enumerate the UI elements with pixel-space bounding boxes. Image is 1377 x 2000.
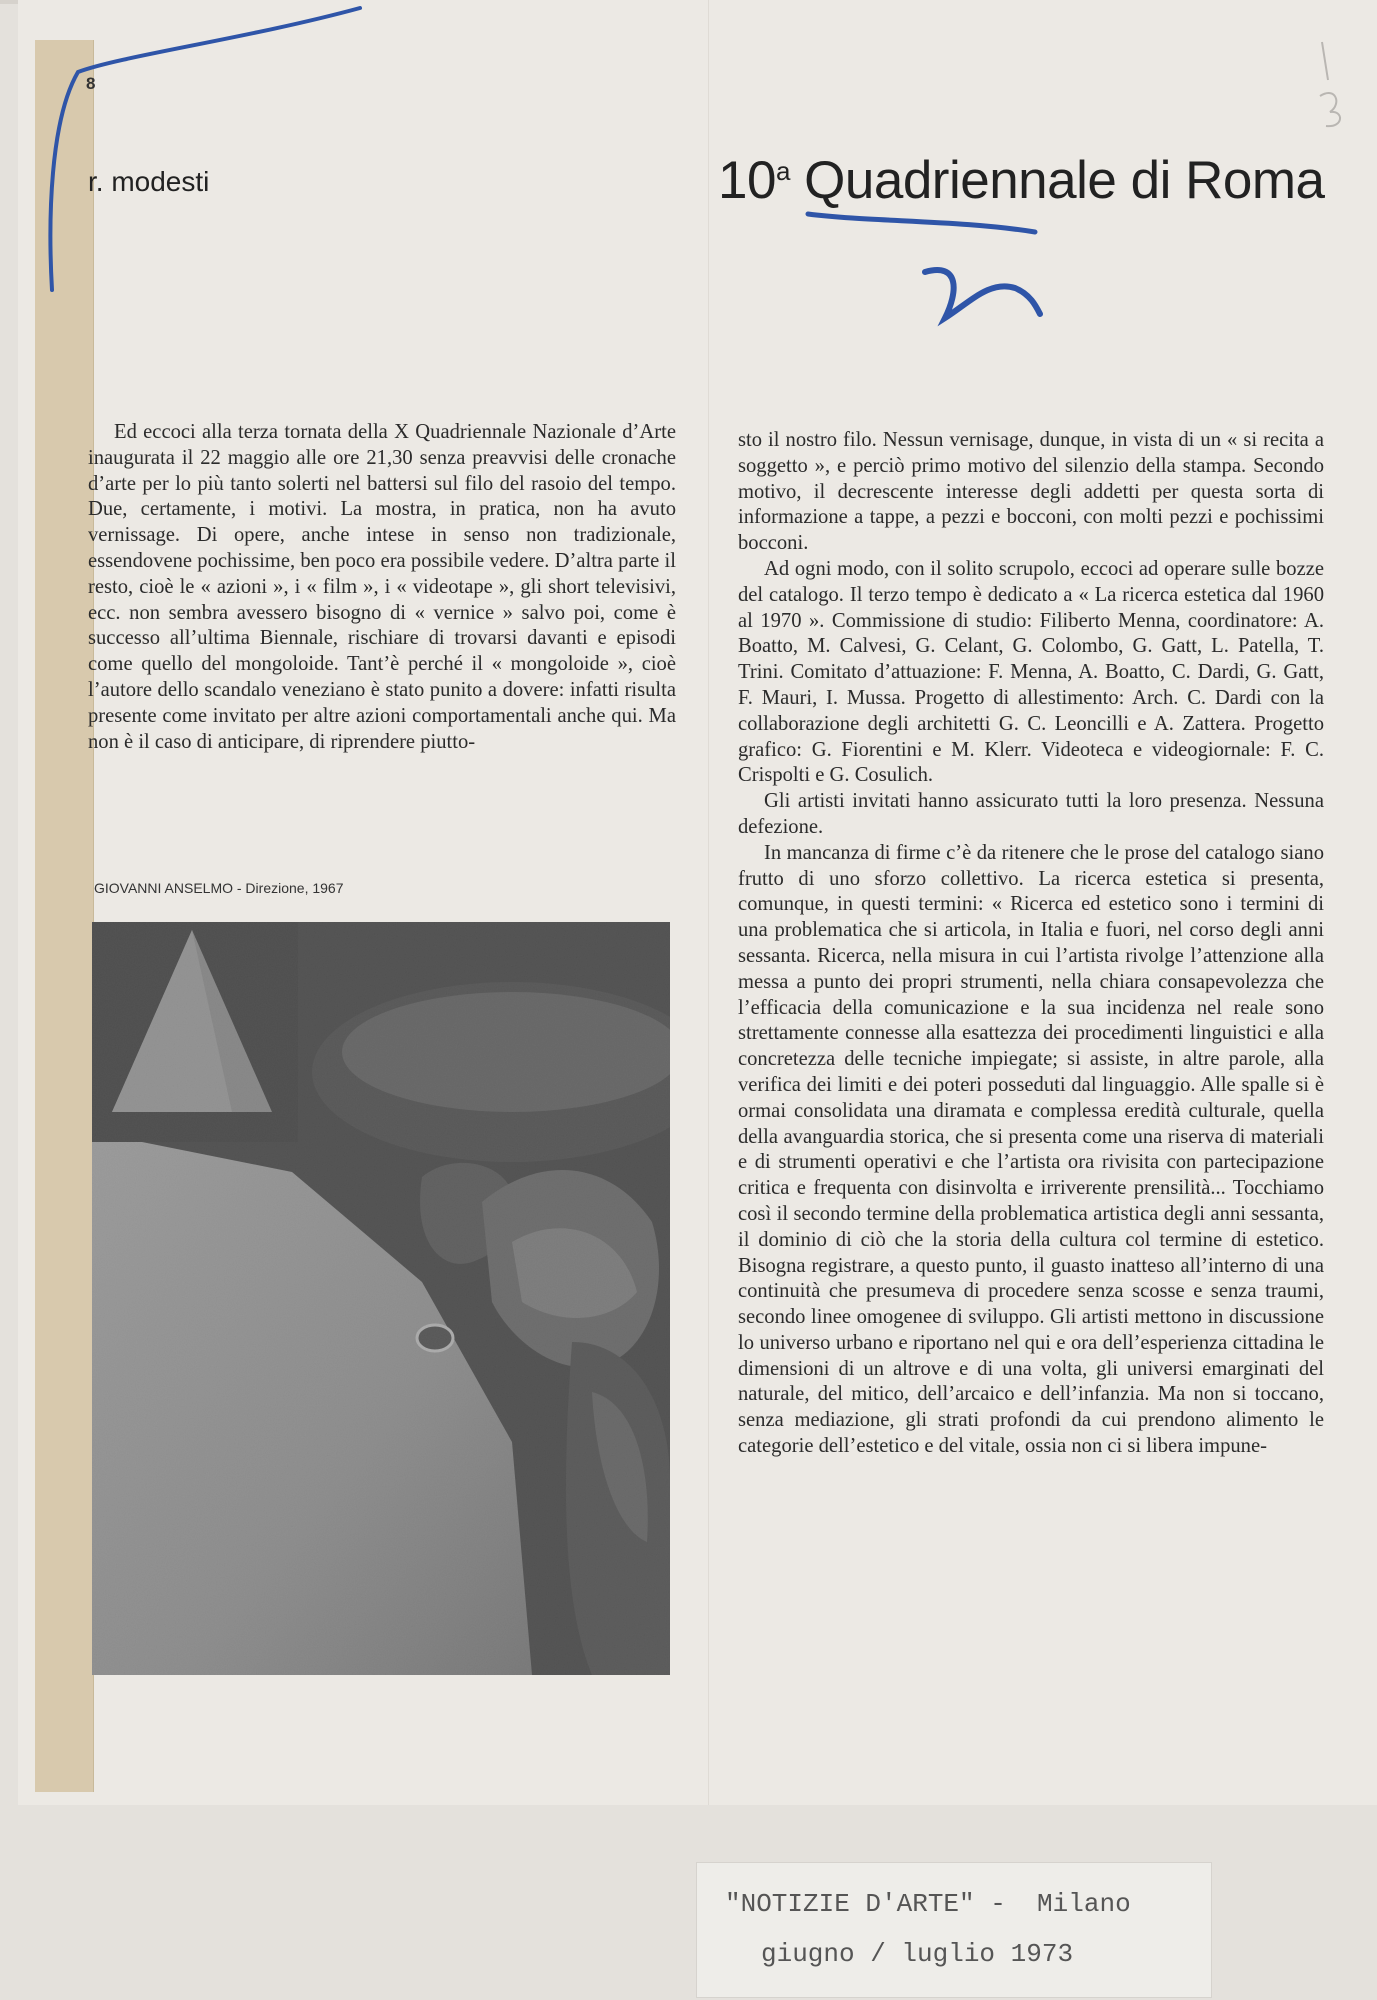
source-label <box>696 1862 1212 1998</box>
title-number: 10 <box>718 151 776 210</box>
artwork-photo <box>92 922 670 1675</box>
paragraph: sto il nostro filo. Nessun vernisage, dunque, in vista di un « si recita a soggetto », e perciò primo motivo del silenzio della stampa. Secondo motivo, il decrescente interesse degli addetti per questa sorta di informazione a tappe, a pezzi e bocconi, con molti pezzi e pochissimi bocconi. <box>738 429 1324 555</box>
pencil-mark <box>1320 42 1340 126</box>
title-superscript: a <box>775 156 790 186</box>
page-number: 8 <box>86 74 96 93</box>
paragraph: In mancanza di firme c’è da ritenere che le prose del catalogo siano frutto di uno sforzo collettivo. La ricerca estetica si presenta, comunque, in questi termini: « Ricerca ed estetico sono i termini di una problematica che si articola, in Italia e fuori, nel corso degli anni sessanta. Ricerca, nella misura in cui l’artista rivolge l’attenzione alla messa a punto dei propri strumenti, nella chiara consapevolezza che l’efficacia della comunicazione e la sua incidenza nel reale sono strettamente connesse alla esattezza dei procedimenti linguistici e alla concretezza delle tecniche impiegate; si assiste, in altre parole, alla verifica dei limiti e dei poteri posseduti dal linguaggio. Alle spalle si è ormai consolidata una diramata e complessa eredità culturale, quella della avanguardia storica, che si presenta come una riserva di materiali e di strumenti operativi e che l’artista ora rivisita con partecipazione critica e frequenta con disinvolta e irriverente prensilità... Tocchiamo così il secondo termine della problematica artistica degli anni sessanta, il dominio di ciò che la storia della cultura col termine di estetico. Bisogna registrare, a questo punto, il guasto inatteso all’interno di una continuità che presumeva di procedere senza scosse e senza traumi, secondo linee omogenee di sviluppo. Gli artisti mettono in discussione lo universo urbano e riportano nel qui e ora dell’esperienza cittadina le dimensioni di un altrove e di una volta, gli universi emarginati del naturale, del mitico, dell’arcaico e dell’infanzia. Ma non si toccano, senza mediazione, gli strati profondi da cui prendono alimento le categorie dell’estetico e del vitale, ossia non ci si libera impune- <box>738 841 1324 1458</box>
figure-caption: GIOVANNI ANSELMO - Direzione, 1967 <box>94 880 344 896</box>
article-author: r. modesti <box>88 166 210 197</box>
left-column <box>88 420 676 755</box>
blue-pen-underline <box>808 214 1035 232</box>
paragraph: Ad ogni modo, con il solito scrupolo, eccoci ad operare sulle bozze del catalogo. Il terzo tempo è dedicato a « La ricerca estetica dal 1960 al 1970 ». Commissione di studio: Filiberto Menna, coordinatore: A. Boatto, M. Calvesi, G. Celant, G. Colombo, G. Gatt, L. Patella, T. Trini. Comitato d’attuazione: F. Menna, A. Boatto, C. Dardi, G. Gatt, F. Mauri, I. Mussa. Progetto di allestimento: Arch. C. Dardi con la collaborazione degli architetti G. C. Leoncilli e A. Zattera. Progetto grafico: G. Fiorentini e M. Klerr. Videoteca e videogiornale: F. C. Crispolti e G. Cosulich. <box>738 557 1324 787</box>
source-date: giugno / luglio 1973 <box>761 1939 1074 1969</box>
source-publication: "NOTIZIE D'ARTE" - Milano <box>725 1889 1131 1919</box>
title-text: Quadriennale di Roma <box>789 151 1325 210</box>
blue-pen-arc <box>50 8 360 290</box>
blue-pen-squiggle <box>925 270 1040 318</box>
right-column <box>738 428 1324 1460</box>
paragraph: Gli artisti invitati hanno assicurato tutti la loro presenza. Nessuna defezione. <box>738 790 1324 838</box>
paragraph: Ed eccoci alla terza tornata della X Quadriennale Nazionale d’Arte inaugurata il 22 maggio alle ore 21,30 senza preavvisi delle cronache d’arte per lo più tanto solerti nel battersi sul filo del rasoio del tempo. Due, certamente, i motivi. La mostra, in pratica, non ha avuto vernissage. Di opere, anche intese in senso non tradizionale, essendovene pochissime, ben poco era possibile vedere. D’altra parte il resto, cioè le « azioni », i « film », i « videotape », gli short televisivi, ecc. non sembra avessero bisogno di « vernice » salvo poi, come è successo all’ultima Biennale, rischiare di trovarsi davanti e episodi come quello del mongoloide. Tant’è perché il « mongoloide », cioè l’autore dello scandalo veneziano è stato punito a dovere: infatti risulta presente come invitato per altre azioni comportamentali anche qui. Ma non è il caso di anticipare, di riprendere piutto- <box>88 421 676 753</box>
article-title <box>718 150 1324 211</box>
